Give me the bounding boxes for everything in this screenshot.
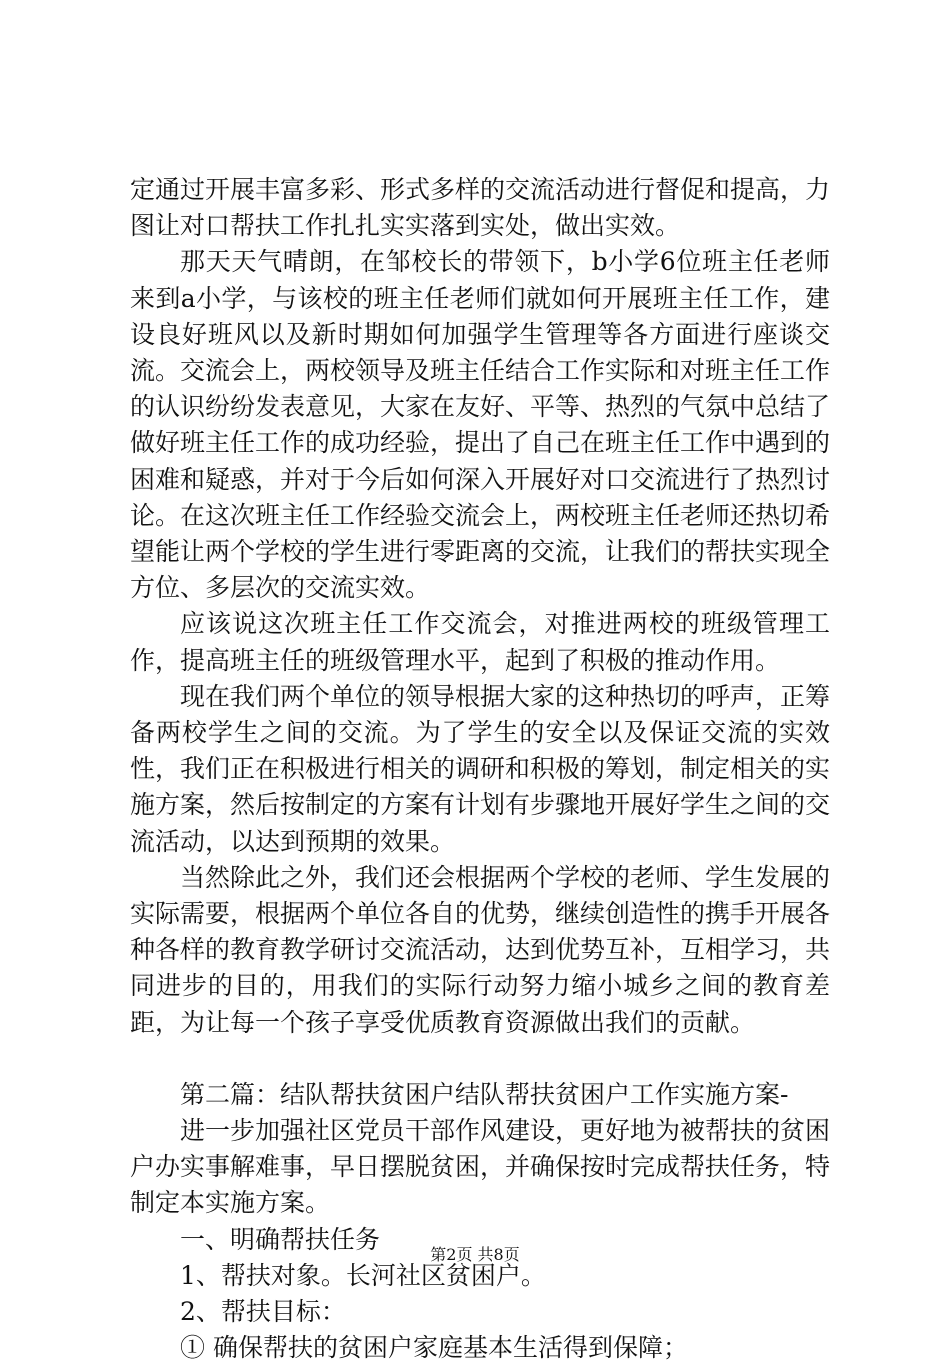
- paragraph-plan: 现在我们两个单位的领导根据大家的这种热切的呼声，正筹备两校学生之间的交流。为了学生的安全以及保证交流的实效性，我们正在积极进行相关的调研和积极的筹划，制定相关的实施方案，然后按制定的方案有计划有步骤地开展好学生之间的交流活动，以达到预期的效果。: [130, 681, 831, 856]
- section-intro: 进一步加强社区党员干部作风建设，更好地为被帮扶的贫困户办实事解难事，早日摆脱贫困，并确保按时完成帮扶任务，特制定本实施方案。: [130, 1116, 831, 1218]
- paragraph-evaluation: 应该说这次班主任工作交流会，对推进两校的班级管理工作，提高班主任的班级管理水平，起到了积极的推动作用。: [130, 609, 830, 675]
- document-body: [130, 172, 830, 1367]
- section-title: 第二篇：结队帮扶贫困户结队帮扶贫困户工作实施方案-: [180, 1079, 789, 1109]
- paragraph-future: 当然除此之外，我们还会根据两个学校的老师、学生发展的实际需要，根据两个单位各自的优势，继续创造性的携手开展各种各样的教育教学研讨交流活动，达到优势互补，互相学习，共同进步的目的，用我们的实际行动努力缩小城乡之间的教育差距，为让每一个孩子享受优质教育资源做出我们的贡献。: [130, 862, 831, 1037]
- paragraph-meeting: 那天天气晴朗，在邹校长的带领下，b小学6位班主任老师来到a小学，与该校的班主任老师们就如何开展班主任工作，建设良好班风以及新时期如何加强学生管理等各方面进行座谈交流。交流会上，两校领导及班主任结合工作实际和对班主任工作的认识纷纷发表意见，大家在友好、平等、热烈的气氛中总结了做好班主任工作的成功经验，提出了自己在班主任工作中遇到的困难和疑惑，并对于今后如何深入开展好对口交流进行了热烈讨论。在这次班主任工作经验交流会上，两校班主任老师还热切希望能让两个学校的学生进行零距离的交流，让我们的帮扶实现全方位、多层次的交流实效。: [130, 247, 831, 603]
- paragraph-continued: 定通过开展丰富多彩、形式多样的交流活动进行督促和提高，力图让对口帮扶工作扎扎实实落到实处，做出实效。: [130, 175, 831, 241]
- page-footer: [0, 1245, 950, 1265]
- list-item-goal: 2、帮扶目标：: [180, 1297, 346, 1327]
- section-spacer: [130, 1041, 830, 1077]
- list-item-target: 1、帮扶对象。长河社区贫困户。: [180, 1260, 546, 1290]
- list-item-goal-1: ① 确保帮扶的贫困户家庭基本生活得到保障；: [180, 1333, 688, 1363]
- section-heading-tasks: 一、明确帮扶任务: [180, 1224, 381, 1254]
- page-number: 第2页 共8页: [430, 1245, 520, 1264]
